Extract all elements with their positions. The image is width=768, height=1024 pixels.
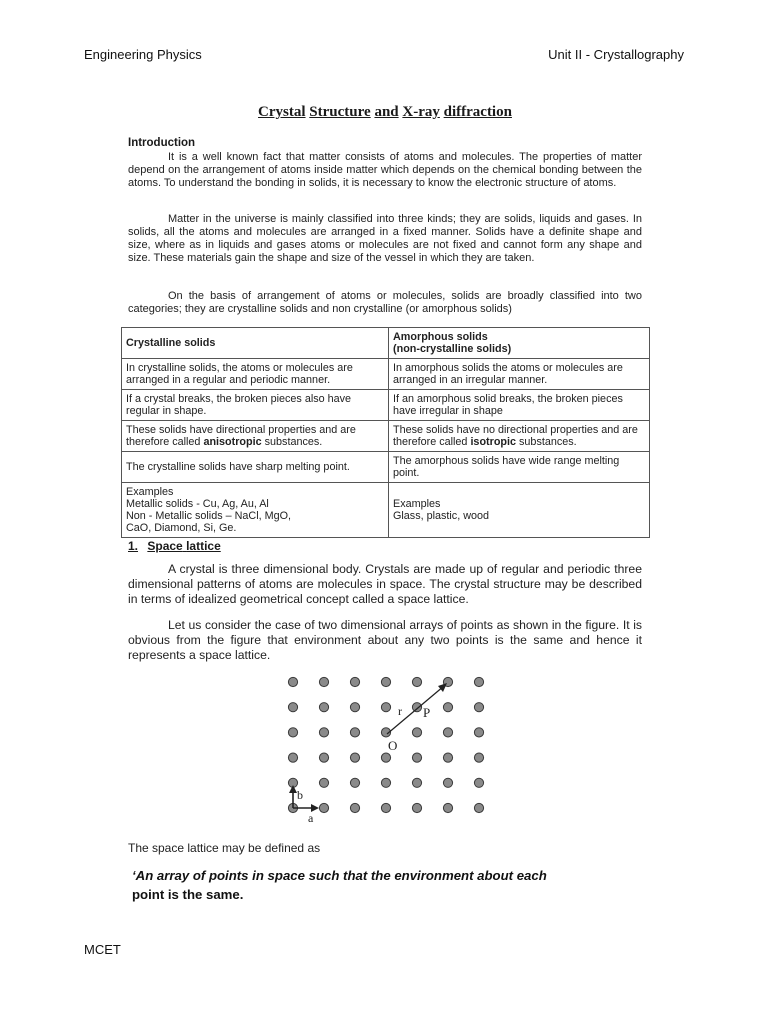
lattice-point bbox=[443, 803, 452, 812]
title-word: lattice bbox=[186, 539, 221, 553]
vector-r-arrow bbox=[387, 686, 444, 734]
section-title bbox=[147, 539, 220, 553]
lattice-point bbox=[288, 728, 297, 737]
intro-paragraph-2 bbox=[128, 213, 642, 265]
table-cell bbox=[389, 483, 650, 538]
lattice-point bbox=[319, 703, 328, 712]
section-number: 1. bbox=[128, 539, 139, 553]
table-cell: If a crystal breaks, the broken pieces also have regular in shape. bbox=[122, 390, 389, 421]
lattice-point bbox=[474, 677, 483, 686]
table-row bbox=[122, 421, 650, 452]
cell-line: Metallic solids - Cu, Ag, Au, Al bbox=[126, 498, 269, 510]
intro-paragraph-1 bbox=[128, 151, 642, 190]
lattice-figure bbox=[268, 666, 498, 826]
lattice-point bbox=[443, 703, 452, 712]
lattice-point bbox=[288, 753, 297, 762]
space-lattice-paragraph-1 bbox=[128, 562, 642, 607]
solids-comparison-table bbox=[121, 327, 650, 538]
title-word: diffraction bbox=[443, 104, 512, 120]
table-header-row bbox=[122, 328, 650, 359]
table-cell: If an amorphous solid breaks, the broken pieces have irregular in shape bbox=[389, 390, 650, 421]
title-word: Structure bbox=[309, 104, 371, 120]
label-a: a bbox=[308, 811, 314, 825]
lattice-point bbox=[319, 803, 328, 812]
lattice-point bbox=[319, 728, 328, 737]
paragraph-text: Matter in the universe is mainly classified into three kinds; they are solids, liquids and gases. In solids, all the atoms and molecules are arranged in a fixed manner. Solids have a definite shape and size, where as in liquids and gases atoms or molecules are not fixed and cannot form any shape and size. These materials gain the shape and size of the vessel in which they are taken. bbox=[128, 213, 642, 264]
cell-text: These solids have no directional properties and are therefore called bbox=[393, 424, 638, 448]
space-lattice-paragraph-2 bbox=[128, 618, 642, 663]
definition-intro: The space lattice may be defined as bbox=[128, 841, 321, 855]
header-unit: Unit II - Crystallography bbox=[548, 47, 684, 62]
label-r: r bbox=[398, 704, 402, 718]
lattice-point bbox=[350, 703, 359, 712]
lattice-point bbox=[288, 703, 297, 712]
lattice-point bbox=[474, 703, 483, 712]
lattice-point bbox=[319, 753, 328, 762]
cell-text: substances. bbox=[516, 436, 577, 448]
cell-line: CaO, Diamond, Si, Ge. bbox=[126, 522, 237, 534]
paragraph-text: A crystal is three dimensional body. Crystals are made up of regular and periodic three dimensional patterns of atoms are molecules in space. The crystal structure may be described in terms of idealized geometrical concept called a space lattice. bbox=[128, 562, 642, 606]
lattice-point bbox=[474, 778, 483, 787]
cell-keyword: anisotropic bbox=[203, 436, 262, 448]
paragraph-text: It is a well known fact that matter consists of atoms and molecules. The properties of matter depend on the arrangement of atoms inside matter which depends on the chemical bonding between the atoms. To understand the bonding in solids, it is necessary to know the electronic structure of atoms. bbox=[128, 151, 642, 189]
scanned-page bbox=[118, 96, 652, 926]
lattice-point bbox=[381, 753, 390, 762]
table-row bbox=[122, 452, 650, 483]
header-line: Amorphous solids bbox=[393, 331, 488, 343]
lattice-points bbox=[288, 677, 483, 812]
title-word: Space bbox=[147, 539, 183, 553]
cell-line: Non - Metallic solids – NaCl, MgO, bbox=[126, 510, 292, 522]
intro-paragraph-3 bbox=[128, 290, 642, 316]
lattice-point bbox=[412, 677, 421, 686]
page-title bbox=[118, 104, 652, 121]
lattice-point bbox=[443, 778, 452, 787]
lattice-point bbox=[412, 753, 421, 762]
paragraph-text: Let us consider the case of two dimensional arrays of points as shown in the figure. It is obvious from the figure that environment about any two points is the same and hence it represents a space lattice. bbox=[128, 618, 642, 662]
lattice-point bbox=[381, 703, 390, 712]
quote-line: ‘An array of points in space such that the environment about each bbox=[132, 868, 547, 883]
lattice-point bbox=[350, 803, 359, 812]
table-cell: In amorphous solids the atoms or molecules are arranged in an irregular manner. bbox=[389, 359, 650, 390]
cell-line: Examples bbox=[126, 486, 174, 498]
cell-line: Examples bbox=[393, 498, 441, 510]
definition-quote bbox=[132, 866, 646, 904]
footer-institution: MCET bbox=[84, 942, 121, 957]
lattice-point bbox=[350, 778, 359, 787]
lattice-point bbox=[350, 753, 359, 762]
table-header-crystalline: Crystalline solids bbox=[122, 328, 389, 359]
lattice-point bbox=[381, 677, 390, 686]
lattice-point bbox=[474, 753, 483, 762]
lattice-point bbox=[474, 803, 483, 812]
lattice-point bbox=[412, 778, 421, 787]
cell-line: Glass, plastic, wood bbox=[393, 510, 490, 522]
lattice-point bbox=[474, 728, 483, 737]
table-row bbox=[122, 359, 650, 390]
lattice-point bbox=[412, 703, 421, 712]
lattice-point bbox=[412, 728, 421, 737]
table-cell bbox=[389, 421, 650, 452]
table-header-amorphous bbox=[389, 328, 650, 359]
lattice-point bbox=[350, 728, 359, 737]
header-subject: Engineering Physics bbox=[84, 47, 202, 62]
cell-keyword: isotropic bbox=[470, 436, 517, 448]
title-word: X-ray bbox=[402, 104, 440, 120]
lattice-point bbox=[412, 803, 421, 812]
label-p: P bbox=[423, 705, 431, 720]
table-cell bbox=[122, 421, 389, 452]
paragraph-text: On the basis of arrangement of atoms or molecules, solids are broadly classified into two categories; they are crystalline solids and non crystalline (or amorphous solids) bbox=[128, 290, 642, 315]
lattice-point bbox=[350, 677, 359, 686]
label-b: b bbox=[297, 788, 303, 802]
lattice-point bbox=[319, 677, 328, 686]
cell-text: substances. bbox=[261, 436, 323, 448]
lattice-point bbox=[288, 677, 297, 686]
header-line: (non-crystalline solids) bbox=[393, 343, 512, 355]
title-word: Crystal bbox=[258, 104, 306, 120]
table-row bbox=[122, 390, 650, 421]
title-word: and bbox=[374, 104, 399, 120]
space-lattice-heading bbox=[128, 539, 221, 553]
table-row bbox=[122, 483, 650, 538]
table-cell: The crystalline solids have sharp melting point. bbox=[122, 452, 389, 483]
lattice-point bbox=[443, 728, 452, 737]
lattice-point bbox=[381, 803, 390, 812]
lattice-point bbox=[381, 778, 390, 787]
lattice-point bbox=[443, 753, 452, 762]
label-o: O bbox=[388, 738, 398, 753]
table-cell bbox=[122, 483, 389, 538]
quote-line: point is the same. bbox=[132, 887, 244, 902]
table-cell: In crystalline solids, the atoms or molecules are arranged in a regular and periodic manner. bbox=[122, 359, 389, 390]
cell-text: These solids have directional properties and are therefore called bbox=[126, 424, 356, 448]
intro-heading: Introduction bbox=[128, 137, 196, 149]
lattice-point bbox=[319, 778, 328, 787]
table-cell: The amorphous solids have wide range melting point. bbox=[389, 452, 650, 483]
